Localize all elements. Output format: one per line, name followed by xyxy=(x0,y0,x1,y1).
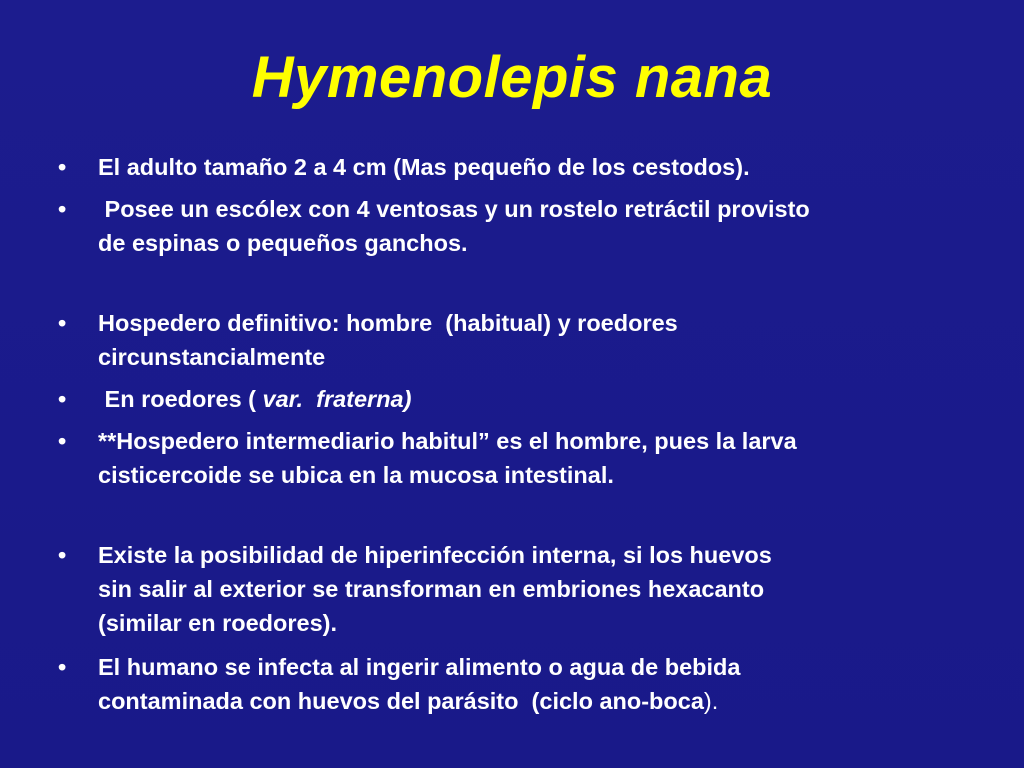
bullet-icon: • xyxy=(58,310,67,336)
bullet-item xyxy=(58,306,958,374)
bullet-text xyxy=(98,382,958,416)
bullet-text: El adulto tamaño 2 a 4 cm (Mas pequeño de los cestodos). xyxy=(98,154,750,180)
bullet-text-tail: ). xyxy=(703,688,719,714)
bullet-item xyxy=(58,650,958,718)
bullet-text-italic: var. fraterna) xyxy=(262,386,412,412)
bullet-item xyxy=(58,192,958,260)
bullet-text-main: El humano se infecta al ingerir alimento o agua de bebida contaminada con huevos del parásito (ciclo ano-boca xyxy=(98,654,741,714)
bullet-text: Existe la posibilidad de hiperinfección interna, si los huevos sin salir al exterior se transforman en embriones hexacanto (similar en roedores). xyxy=(98,542,772,636)
bullet-text: Posee un escólex con 4 ventosas y un rostelo retráctil provisto de espinas o pequeños ganchos. xyxy=(98,196,810,256)
bullet-icon: • xyxy=(58,428,67,454)
bullet-icon: • xyxy=(58,542,67,568)
slide-title: Hymenolepis nana xyxy=(251,45,773,110)
bullet-icon: • xyxy=(58,654,67,680)
bullet-text: **Hospedero intermediario habitul” es el hombre, pues la larva cisticercoide se ubica en la mucosa intestinal. xyxy=(98,428,797,488)
bullet-icon: • xyxy=(58,386,67,412)
bullet-text: Hospedero definitivo: hombre (habitual) y roedores circunstancialmente xyxy=(98,310,678,370)
bullet-item xyxy=(58,424,958,492)
bullet-item xyxy=(58,382,958,416)
bullet-text-prefix: En roedores ( xyxy=(98,386,263,412)
bullet-text xyxy=(98,650,958,718)
bullet-item xyxy=(58,538,958,640)
bullet-item xyxy=(58,150,958,184)
bullet-icon: • xyxy=(58,196,67,222)
bullet-icon: • xyxy=(58,154,67,180)
